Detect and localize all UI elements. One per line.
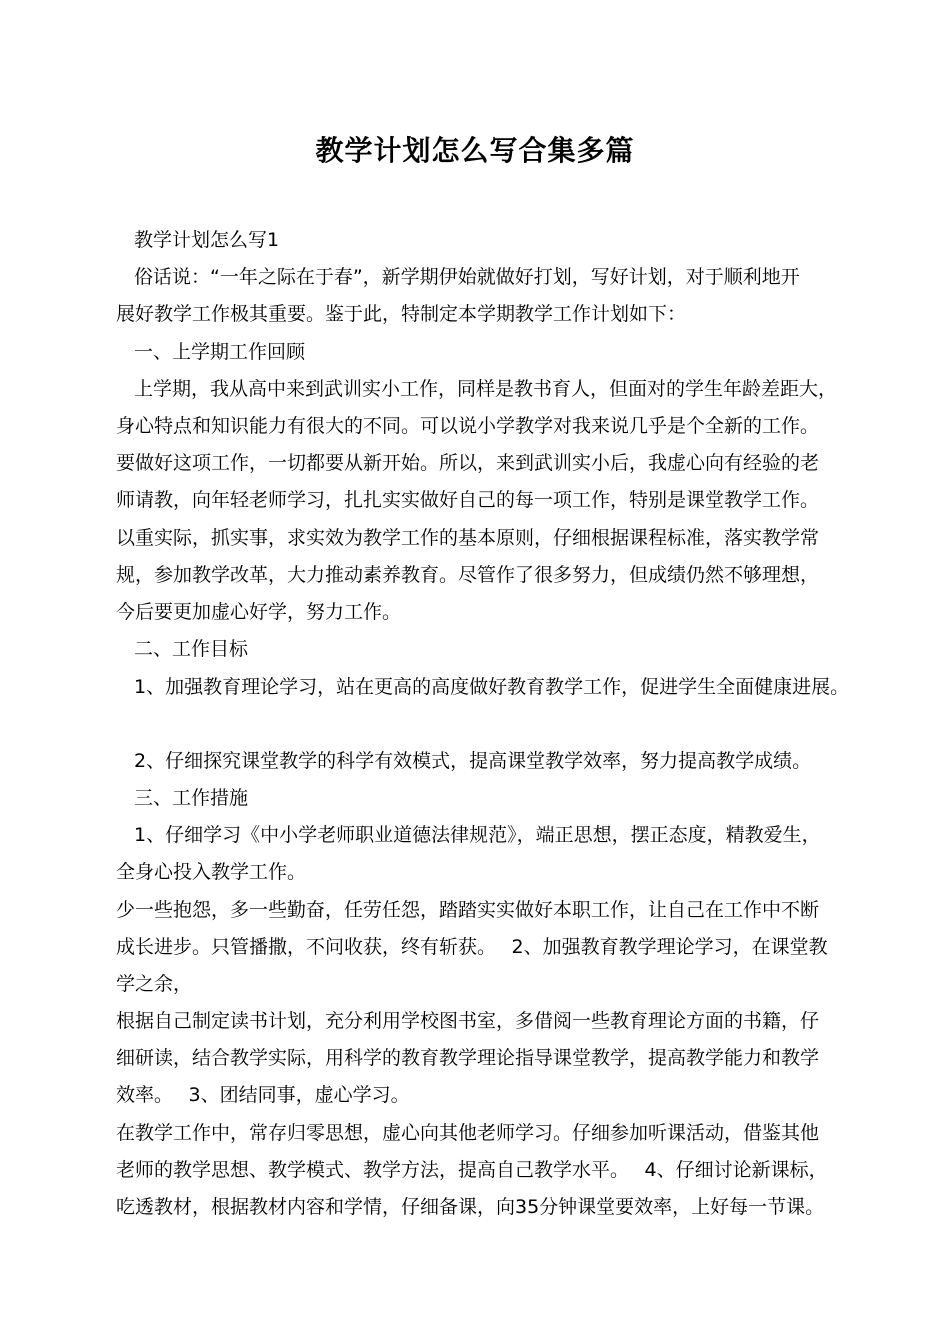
paragraph-line: 根据自己制定读书计划，充分利用学校图书室，多借阅一些教育理论方面的书籍，仔 (116, 1010, 820, 1032)
list-item: 1、加强教育理论学习，站在更高的高度做好教育教学工作，促进学生全面健康进展。 (134, 676, 850, 698)
paragraph-line: 细研读，结合教学实际，用科学的教育教学理论指导课堂教学，提高教学能力和教学 (116, 1047, 820, 1069)
list-item: 1、仔细学习《中小学老师职业道德法律规范》，端正思想，摆正态度，精教爱生， (134, 824, 821, 846)
paragraph-line: 以重实际，抓实事，求实效为教学工作的基本原则，仔细根据课程标准，落实教学常 (116, 527, 820, 549)
paragraph-line: 少一些抱怨，多一些勤奋，任劳任怨，踏踏实实做好本职工作，让自己在工作中不断 (116, 899, 820, 921)
section-heading-review: 一、上学期工作回顾 (134, 341, 306, 363)
paragraph-line: 今后要更加虚心好学，努力工作。 (116, 601, 402, 623)
paragraph-line: 学之余， (116, 973, 193, 995)
paragraph-line: 在教学工作中，常存归零思想，虚心向其他老师学习。仔细参加听课活动，借鉴其他 (116, 1122, 820, 1144)
paragraph-line: 效率。 3、团结同事，虚心学习。 (116, 1084, 410, 1106)
paragraph-line: 俗话说：“一年之际在于春”，新学期伊始就做好打划，写好计划，对于顺利地开 (134, 266, 800, 288)
paragraph-line: 成长进步。只管播撒，不问收获，终有斩获。 2、加强教育教学理论学习，在课堂教 (116, 936, 828, 958)
paragraph-line: 展好教学工作极其重要。鉴于此，特制定本学期教学工作计划如下： (116, 303, 687, 325)
paragraph-line: 全身心投入教学工作。 (116, 861, 307, 883)
paragraph-line: 老师的教学思想、教学模式、教学方法，提高自己教学水平。 4、仔细讨论新课标， (116, 1159, 828, 1181)
paragraph-line: 规，参加教学改革，大力推动素养教育。尽管作了很多努力，但成绩仍然不够理想， (116, 564, 820, 586)
document-title: 教学计划怎么写合集多篇 (315, 134, 635, 167)
paragraph-line: 身心特点和知识能力有很大的不同。可以说小学教学对我来说几乎是个全新的工作。 (116, 415, 820, 437)
paragraph-line: 吃透教材，根据教材内容和学情，仔细备课，向35分钟课堂要效率，上好每一节课。 (116, 1196, 825, 1218)
paragraph-line: 上学期，我从高中来到武训实小工作，同样是教书育人，但面对的学生年龄差距大， (134, 378, 838, 400)
list-item: 2、仔细探究课堂教学的科学有效模式，提高课堂教学效率，努力提高教学成绩。 (134, 750, 812, 772)
paragraph-line: 要做好这项工作，一切都要从新开始。所以，来到武训实小后，我虚心向有经验的老 (116, 452, 820, 474)
paragraph-line: 师请教，向年轻老师学习，扎扎实实做好自己的每一项工作，特别是课堂教学工作。 (116, 489, 820, 511)
section-heading-plan-1: 教学计划怎么写1 (134, 229, 280, 251)
section-heading-measures: 三、工作措施 (134, 787, 249, 809)
section-heading-goals: 二、工作目标 (134, 638, 249, 660)
